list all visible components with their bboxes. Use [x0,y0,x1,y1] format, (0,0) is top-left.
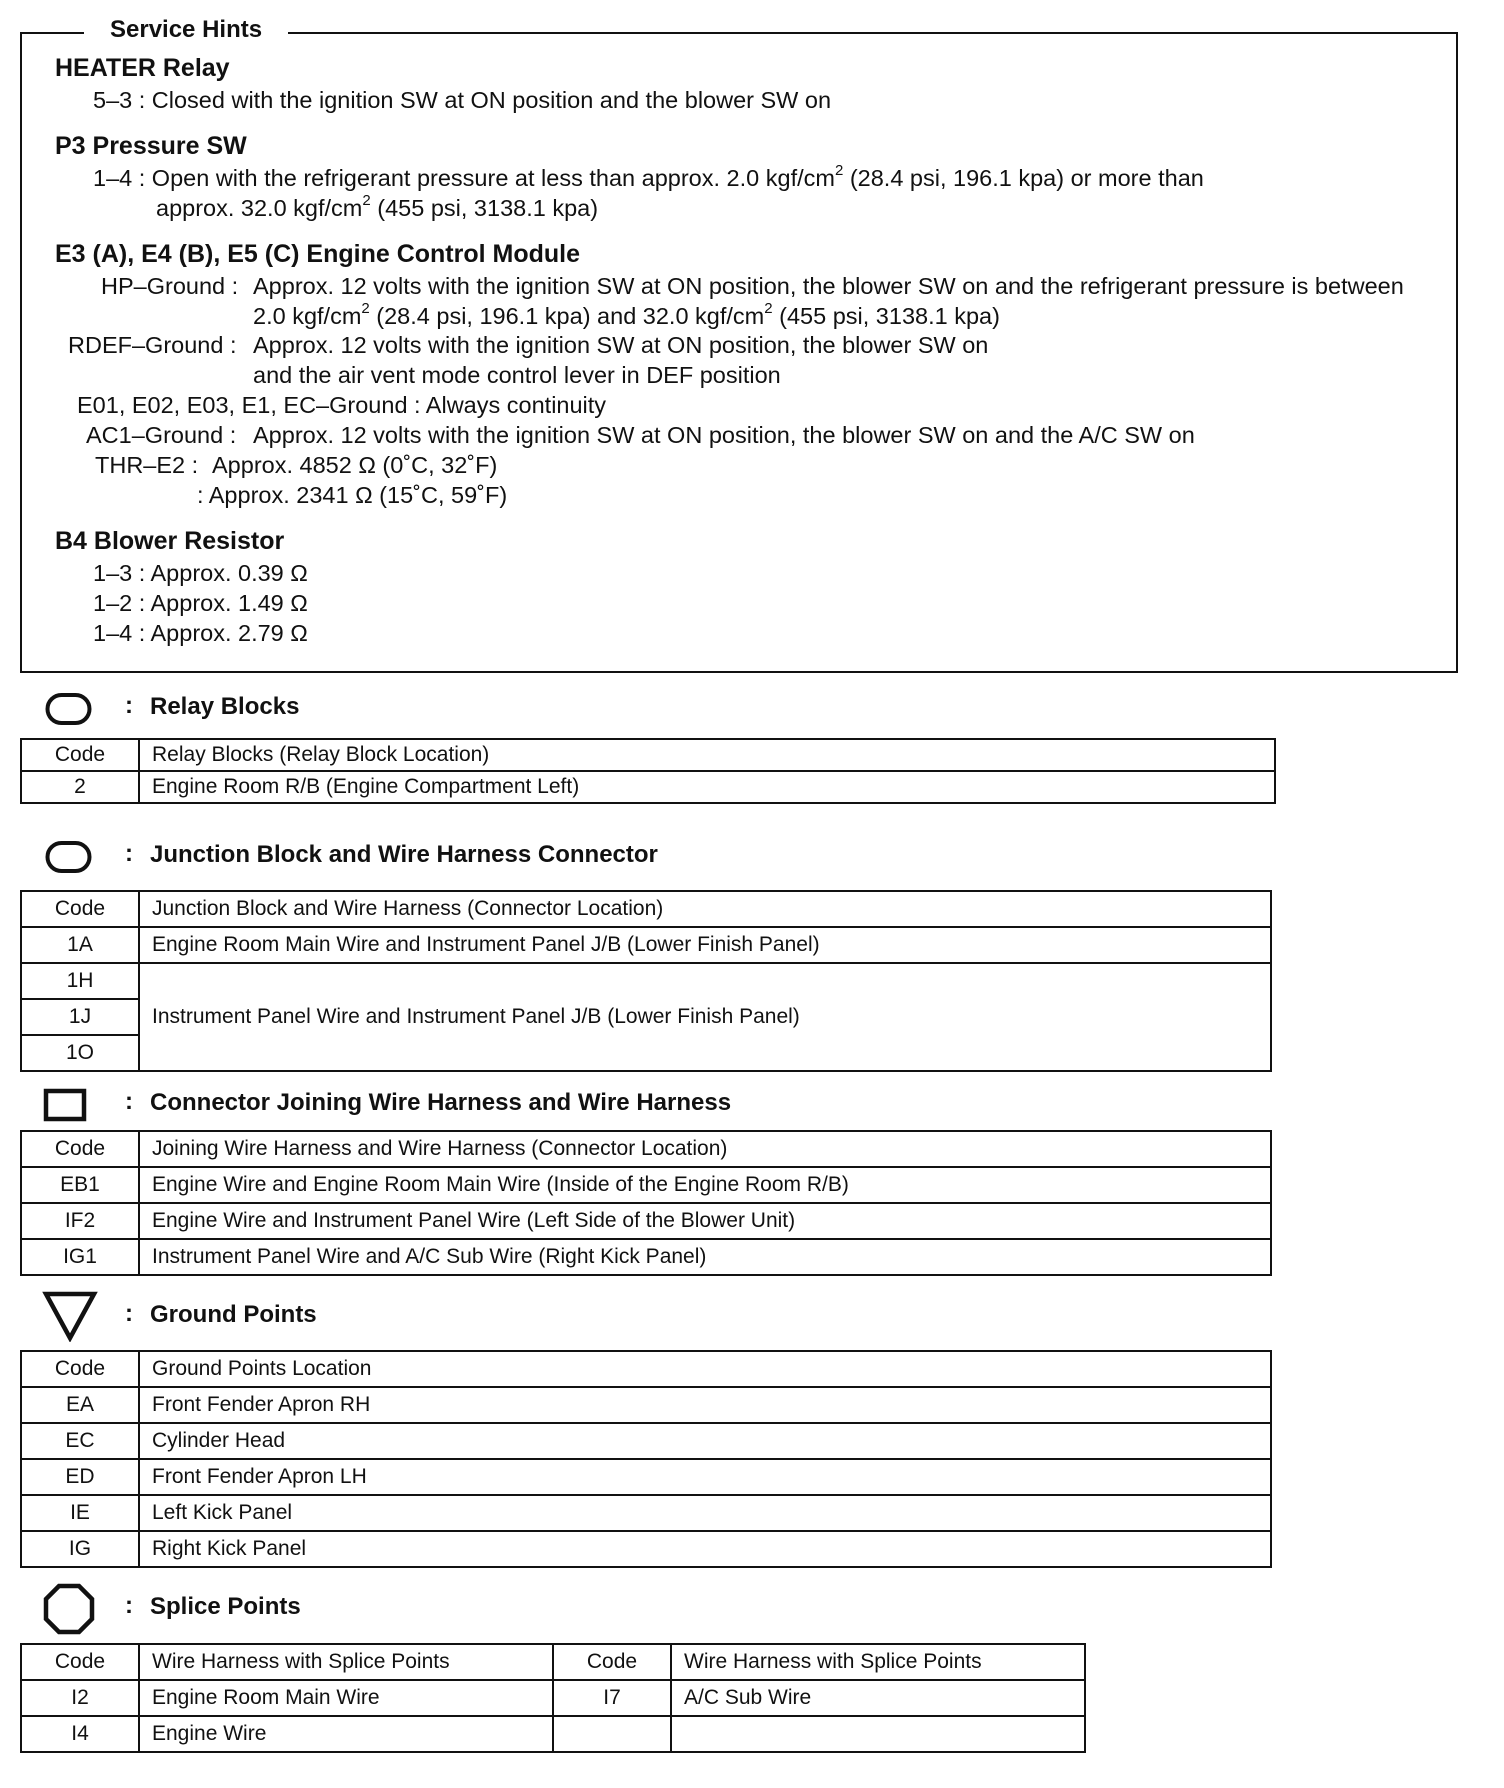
table-cell: Engine Room Main Wire [139,1680,553,1716]
table-row [21,1459,1271,1495]
table-row [21,1531,1271,1567]
table-cell: ED [21,1459,139,1495]
pressure-sw-title: P3 Pressure SW [55,132,247,160]
table-cell: Engine Wire and Instrument Panel Wire (Left Side of the Blower Unit) [139,1203,1271,1239]
ground-points-table [20,1350,1272,1568]
thr-e2-label: THR–E2 : [95,452,199,478]
relay-blocks-colon: : [125,692,133,719]
table-cell [553,1716,671,1752]
connectors-table [20,1130,1272,1276]
splice-points-table [20,1643,1086,1753]
table-cell: 2 [21,771,139,803]
rounded-oval-icon [45,840,93,876]
table-row [21,1387,1271,1423]
table-row [21,1203,1271,1239]
rdef-ground-label: RDEF–Ground : [68,332,237,358]
ecm-title: E3 (A), E4 (B), E5 (C) Engine Control Module [55,240,580,268]
heater-relay-line: 5–3 : Closed with the ignition SW at ON position and the blower SW on [93,87,832,113]
table-cell: IE [21,1495,139,1531]
relay-blocks-title: Relay Blocks [150,693,300,720]
e01-ground-line: E01, E02, E03, E1, EC–Ground : Always continuity [77,392,607,418]
blower-resistor-line3: 1–4 : Approx. 2.79 Ω [93,620,308,646]
table-row [21,927,1271,963]
hp-ground-line1: Approx. 12 volts with the ignition SW at ON position, the blower SW on and the refrigerant pressure is between [253,273,1404,299]
table-header-row [21,739,1275,771]
table-cell: Engine Room R/B (Engine Compartment Left) [139,771,1275,803]
ground-points-colon: : [125,1300,133,1327]
junction-table [20,890,1272,1072]
table-cell: IF2 [21,1203,139,1239]
table-row [21,1495,1271,1531]
table-cell: IG1 [21,1239,139,1275]
table-header-cell: Relay Blocks (Relay Block Location) [139,739,1275,771]
splice-points-title: Splice Points [150,1593,301,1620]
table-cell: EB1 [21,1167,139,1203]
table-row [21,1716,1085,1752]
table-row [21,771,1275,803]
table-header-cell: Joining Wire Harness and Wire Harness (Connector Location) [139,1131,1271,1167]
junction-colon: : [125,840,133,867]
service-hints-legend: Service Hints [84,16,288,44]
table-row [21,963,1271,999]
table-header-cell: Code [21,739,139,771]
thr-e2-line1: Approx. 4852 Ω (0˚C, 32˚F) [212,452,498,478]
table-cell: 1A [21,927,139,963]
splice-points-colon: : [125,1592,133,1619]
table-cell: Engine Wire and Engine Room Main Wire (Inside of the Engine Room R/B) [139,1167,1271,1203]
table-cell: Engine Room Main Wire and Instrument Panel J/B (Lower Finish Panel) [139,927,1271,963]
table-cell [671,1716,1085,1752]
connectors-colon: : [125,1088,133,1115]
table-row [21,1167,1271,1203]
table-cell: IG [21,1531,139,1567]
table-header-cell: Ground Points Location [139,1351,1271,1387]
ground-points-title: Ground Points [150,1301,317,1328]
table-cell: 1H [21,963,139,999]
connectors-title: Connector Joining Wire Harness and Wire Harness [150,1089,732,1116]
rdef-ground-line1: Approx. 12 volts with the ignition SW at ON position, the blower SW on [253,332,989,358]
rdef-ground-line2: and the air vent mode control lever in DEF position [253,362,781,388]
table-row [21,1423,1271,1459]
table-cell: A/C Sub Wire [671,1680,1085,1716]
pressure-sw-line1: 1–4 : Open with the refrigerant pressure at less than approx. 2.0 kgf/$cm^2$ (28.4 psi, 196.1 kpa) or more than [93,162,1204,191]
blower-resistor-line1: 1–3 : Approx. 0.39 Ω [93,560,308,586]
table-row [21,1680,1085,1716]
table-cell: Left Kick Panel [139,1495,1271,1531]
table-header-row [21,1644,1085,1680]
table-cell: Instrument Panel Wire and A/C Sub Wire (Right Kick Panel) [139,1239,1271,1275]
table-header-row [21,1351,1271,1387]
table-header-cell: Code [21,891,139,927]
table-cell: EC [21,1423,139,1459]
table-cell: 1J [21,999,139,1035]
table-header-cell: Code [553,1644,671,1680]
table-header-row [21,1131,1271,1167]
relay-blocks-table [20,738,1276,804]
table-header-cell: Wire Harness with Splice Points [671,1644,1085,1680]
blower-resistor-line2: 1–2 : Approx. 1.49 Ω [93,590,308,616]
hp-ground-label: HP–Ground : [101,273,239,299]
ac1-ground-label: AC1–Ground : [86,422,237,448]
table-cell: EA [21,1387,139,1423]
junction-title: Junction Block and Wire Harness Connector [150,841,658,868]
table-header-cell: Junction Block and Wire Harness (Connector Location) [139,891,1271,927]
table-cell: I4 [21,1716,139,1752]
rounded-oval-icon [45,692,93,728]
ac1-ground-line: Approx. 12 volts with the ignition SW at ON position, the blower SW on and the A/C SW on [253,422,1195,448]
octagon-icon [42,1582,96,1636]
table-cell: Instrument Panel Wire and Instrument Panel J/B (Lower Finish Panel) [139,963,1271,1071]
heater-relay-title: HEATER Relay [55,54,230,82]
hp-ground-line2: 2.0 kgf/$cm^2$ (28.4 psi, 196.1 kpa) and 32.0 kgf/$cm^2$ (455 psi, 3138.1 kpa) [253,300,1000,329]
table-cell: I7 [553,1680,671,1716]
table-header-cell: Code [21,1131,139,1167]
table-cell: 1O [21,1035,139,1071]
table-row [21,1239,1271,1275]
thr-e2-line2: : Approx. 2341 Ω (15˚C, 59˚F) [197,482,508,508]
table-cell: Engine Wire [139,1716,553,1752]
table-cell: Front Fender Apron LH [139,1459,1271,1495]
down-triangle-icon [42,1290,98,1342]
table-header-cell: Code [21,1351,139,1387]
table-cell: Right Kick Panel [139,1531,1271,1567]
table-header-cell: Code [21,1644,139,1680]
pressure-sw-line2: approx. 32.0 kgf/$cm^2$ (455 psi, 3138.1 kpa) [156,192,599,221]
table-cell: Cylinder Head [139,1423,1271,1459]
blower-resistor-title: B4 Blower Resistor [55,527,285,555]
square-icon [43,1088,89,1126]
table-header-row [21,891,1271,927]
table-cell: Front Fender Apron RH [139,1387,1271,1423]
table-header-cell: Wire Harness with Splice Points [139,1644,553,1680]
table-cell: I2 [21,1680,139,1716]
